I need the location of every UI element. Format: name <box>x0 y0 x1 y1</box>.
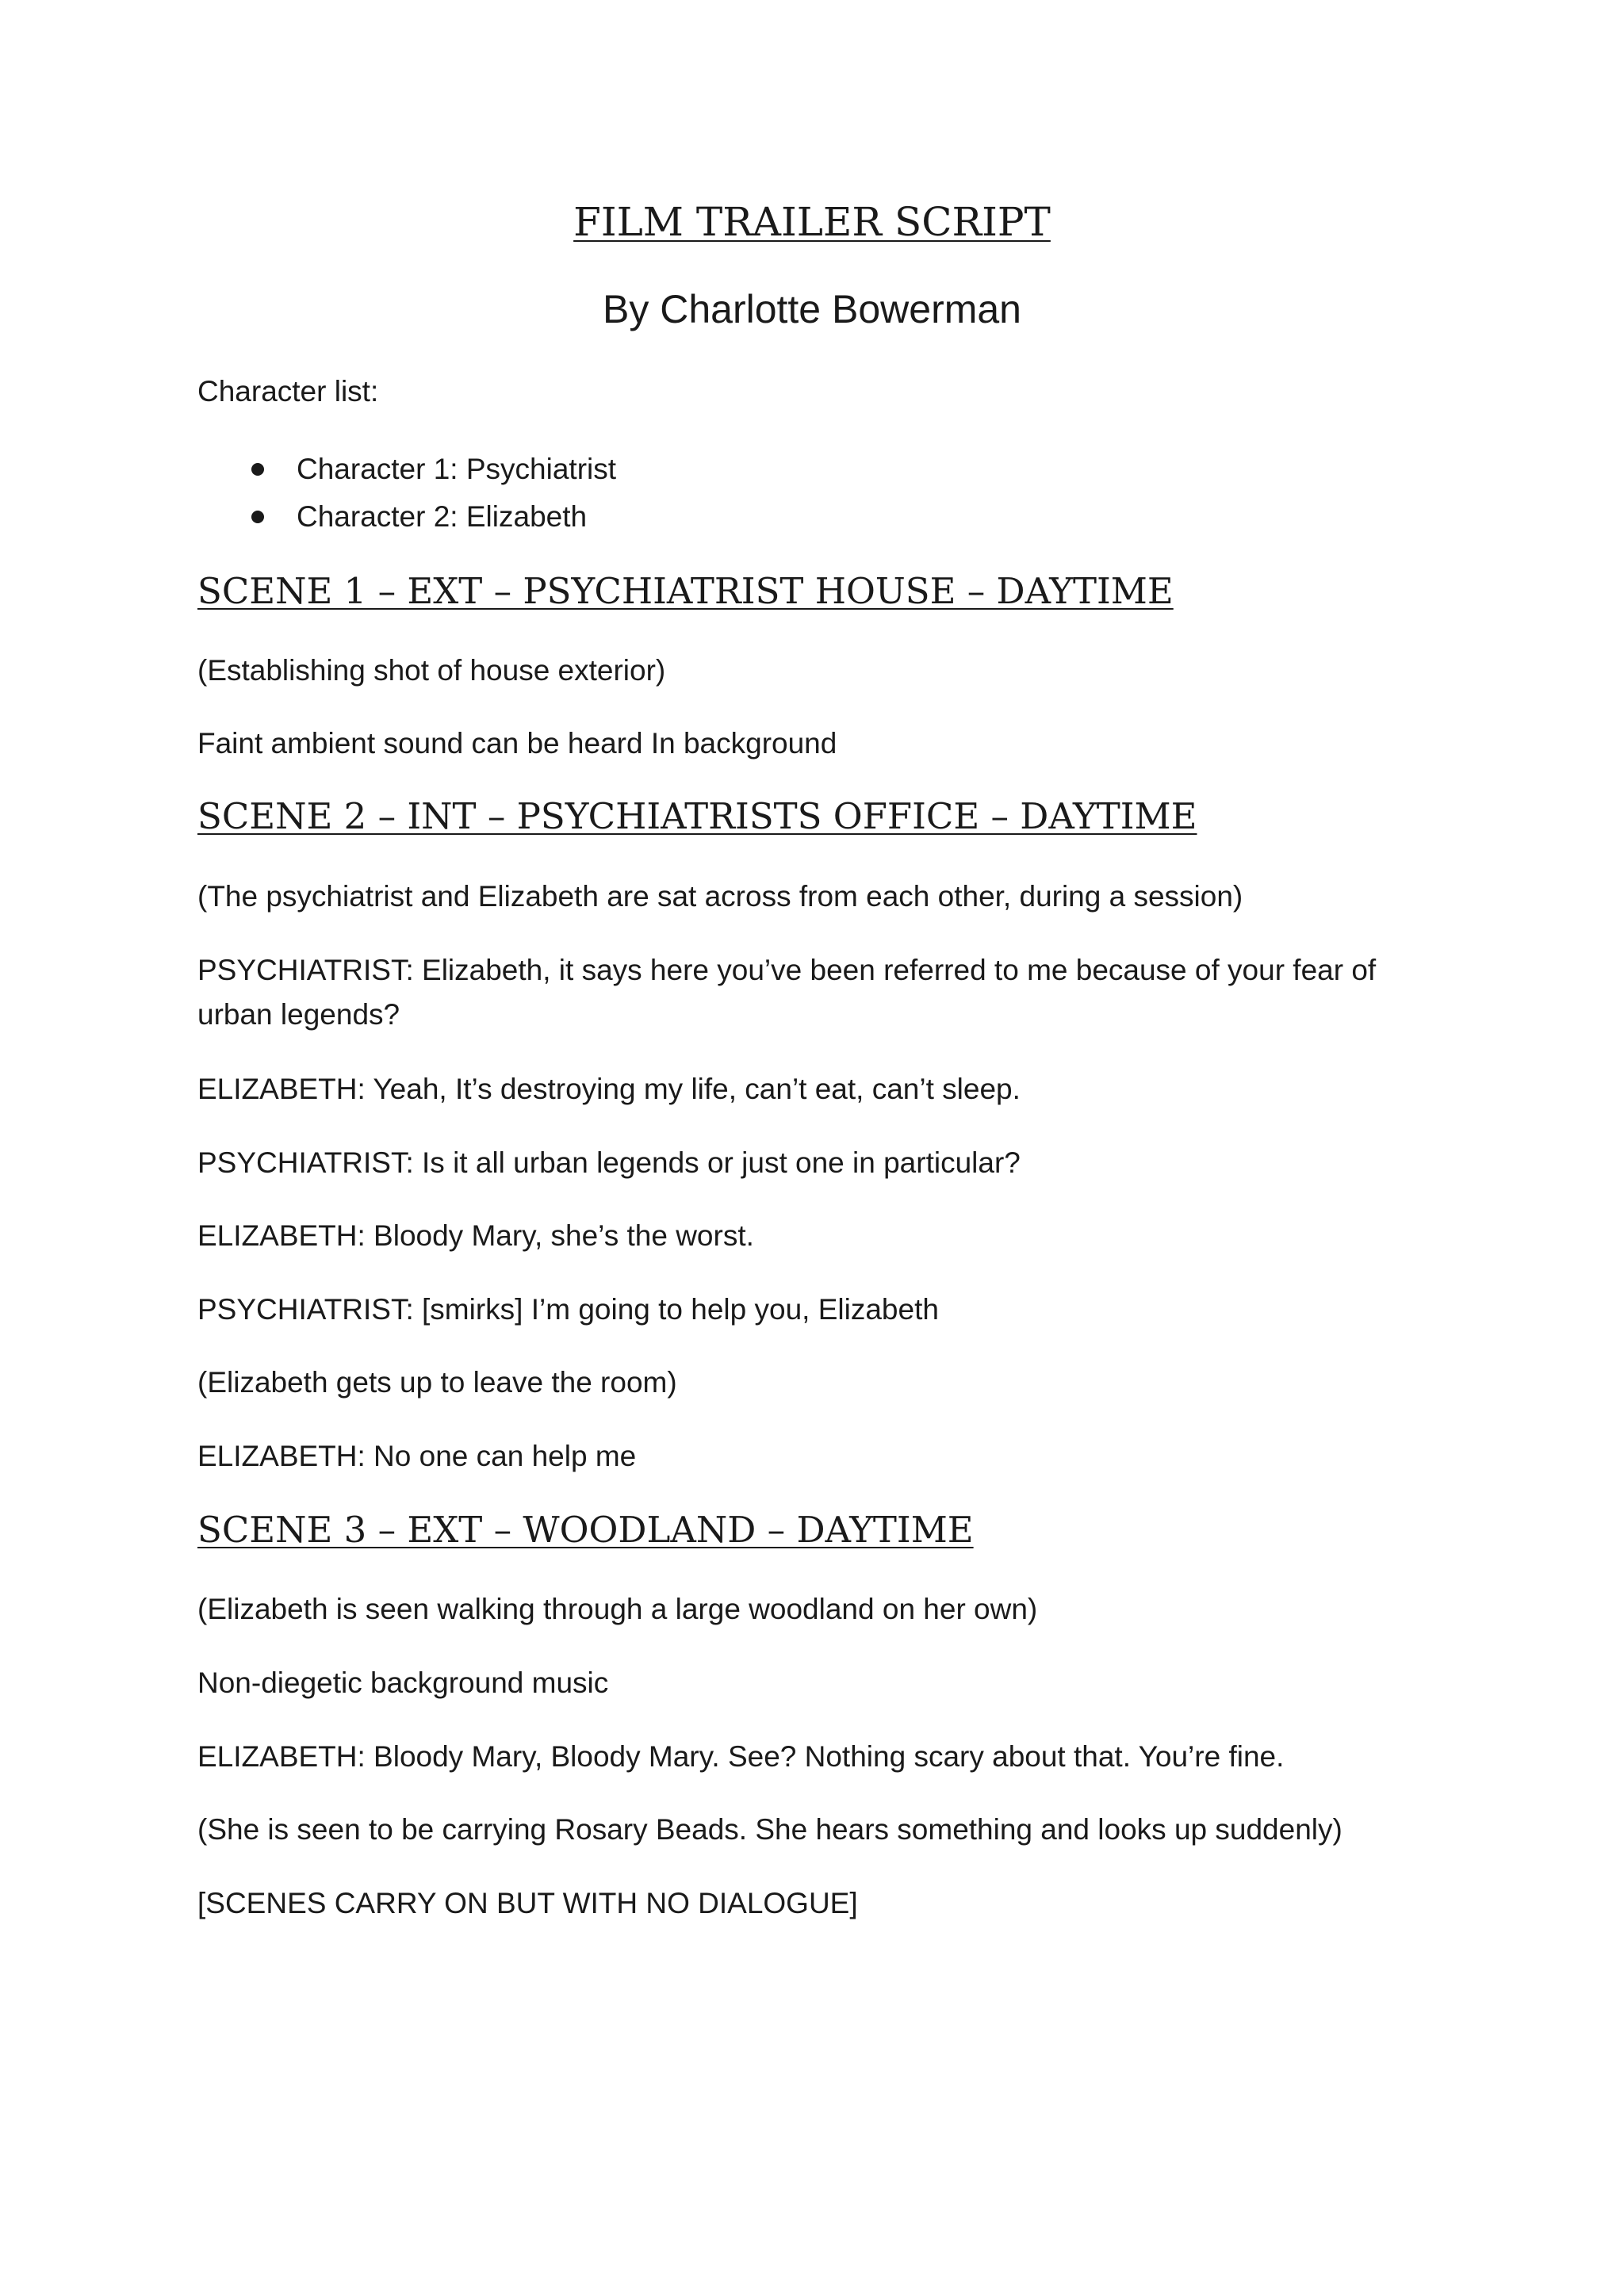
scene-2-line: ELIZABETH: Yeah, It’s destroying my life, can’t eat, can’t sleep. <box>197 1073 1021 1105</box>
character-list-label: Character list: <box>197 375 379 408</box>
scene-3-line: (Elizabeth is seen walking through a large woodland on her own) <box>197 1593 1038 1625</box>
scene-1-line: (Establishing shot of house exterior) <box>197 654 666 687</box>
scene-1-line: Faint ambient sound can be heard In background <box>197 727 837 760</box>
scene-1-heading: SCENE 1 – EXT – PSYCHIATRIST HOUSE – DAYTIME <box>197 570 1174 612</box>
document-title: FILM TRAILER SCRIPT <box>573 199 1051 245</box>
author-byline: By Charlotte Bowerman <box>602 287 1021 331</box>
scene-2-line: PSYCHIATRIST: Is it all urban legends or just one in particular? <box>197 1146 1021 1179</box>
character-entry: Character 2: Elizabeth <box>297 500 588 533</box>
scene-3-line: [SCENES CARRY ON BUT WITH NO DIALOGUE] <box>197 1887 858 1919</box>
scene-2-line: ELIZABETH: Bloody Mary, she’s the worst. <box>197 1219 754 1252</box>
list-item <box>197 493 616 541</box>
scene-3-heading: SCENE 3 – EXT – WOODLAND – DAYTIME <box>197 1509 974 1551</box>
character-entry: Character 1: Psychiatrist <box>297 453 617 485</box>
bullet-icon <box>251 511 264 523</box>
scene-2-heading: SCENE 2 – INT – PSYCHIATRISTS OFFICE – DAYTIME <box>197 795 1197 837</box>
scene-3-line: (She is seen to be carrying Rosary Beads. She hears something and looks up suddenly) <box>197 1813 1342 1846</box>
bullet-icon <box>251 463 264 476</box>
scene-2-line: PSYCHIATRIST: [smirks] I’m going to help you, Elizabeth <box>197 1293 939 1326</box>
scene-2-line: (Elizabeth gets up to leave the room) <box>197 1366 677 1399</box>
scene-3-line: ELIZABETH: Bloody Mary, Bloody Mary. See? Nothing scary about that. You’re fine. <box>197 1740 1285 1773</box>
scene-3-line: Non-diegetic background music <box>197 1667 609 1699</box>
scene-2-line: PSYCHIATRIST: Elizabeth, it says here you’ve been referred to me because of your fear of urban legends? <box>197 954 1377 1031</box>
scene-2-line: ELIZABETH: No one can help me <box>197 1440 637 1472</box>
list-item <box>197 446 616 493</box>
character-list <box>197 446 616 541</box>
scene-2-line: (The psychiatrist and Elizabeth are sat across from each other, during a session) <box>197 880 1243 913</box>
